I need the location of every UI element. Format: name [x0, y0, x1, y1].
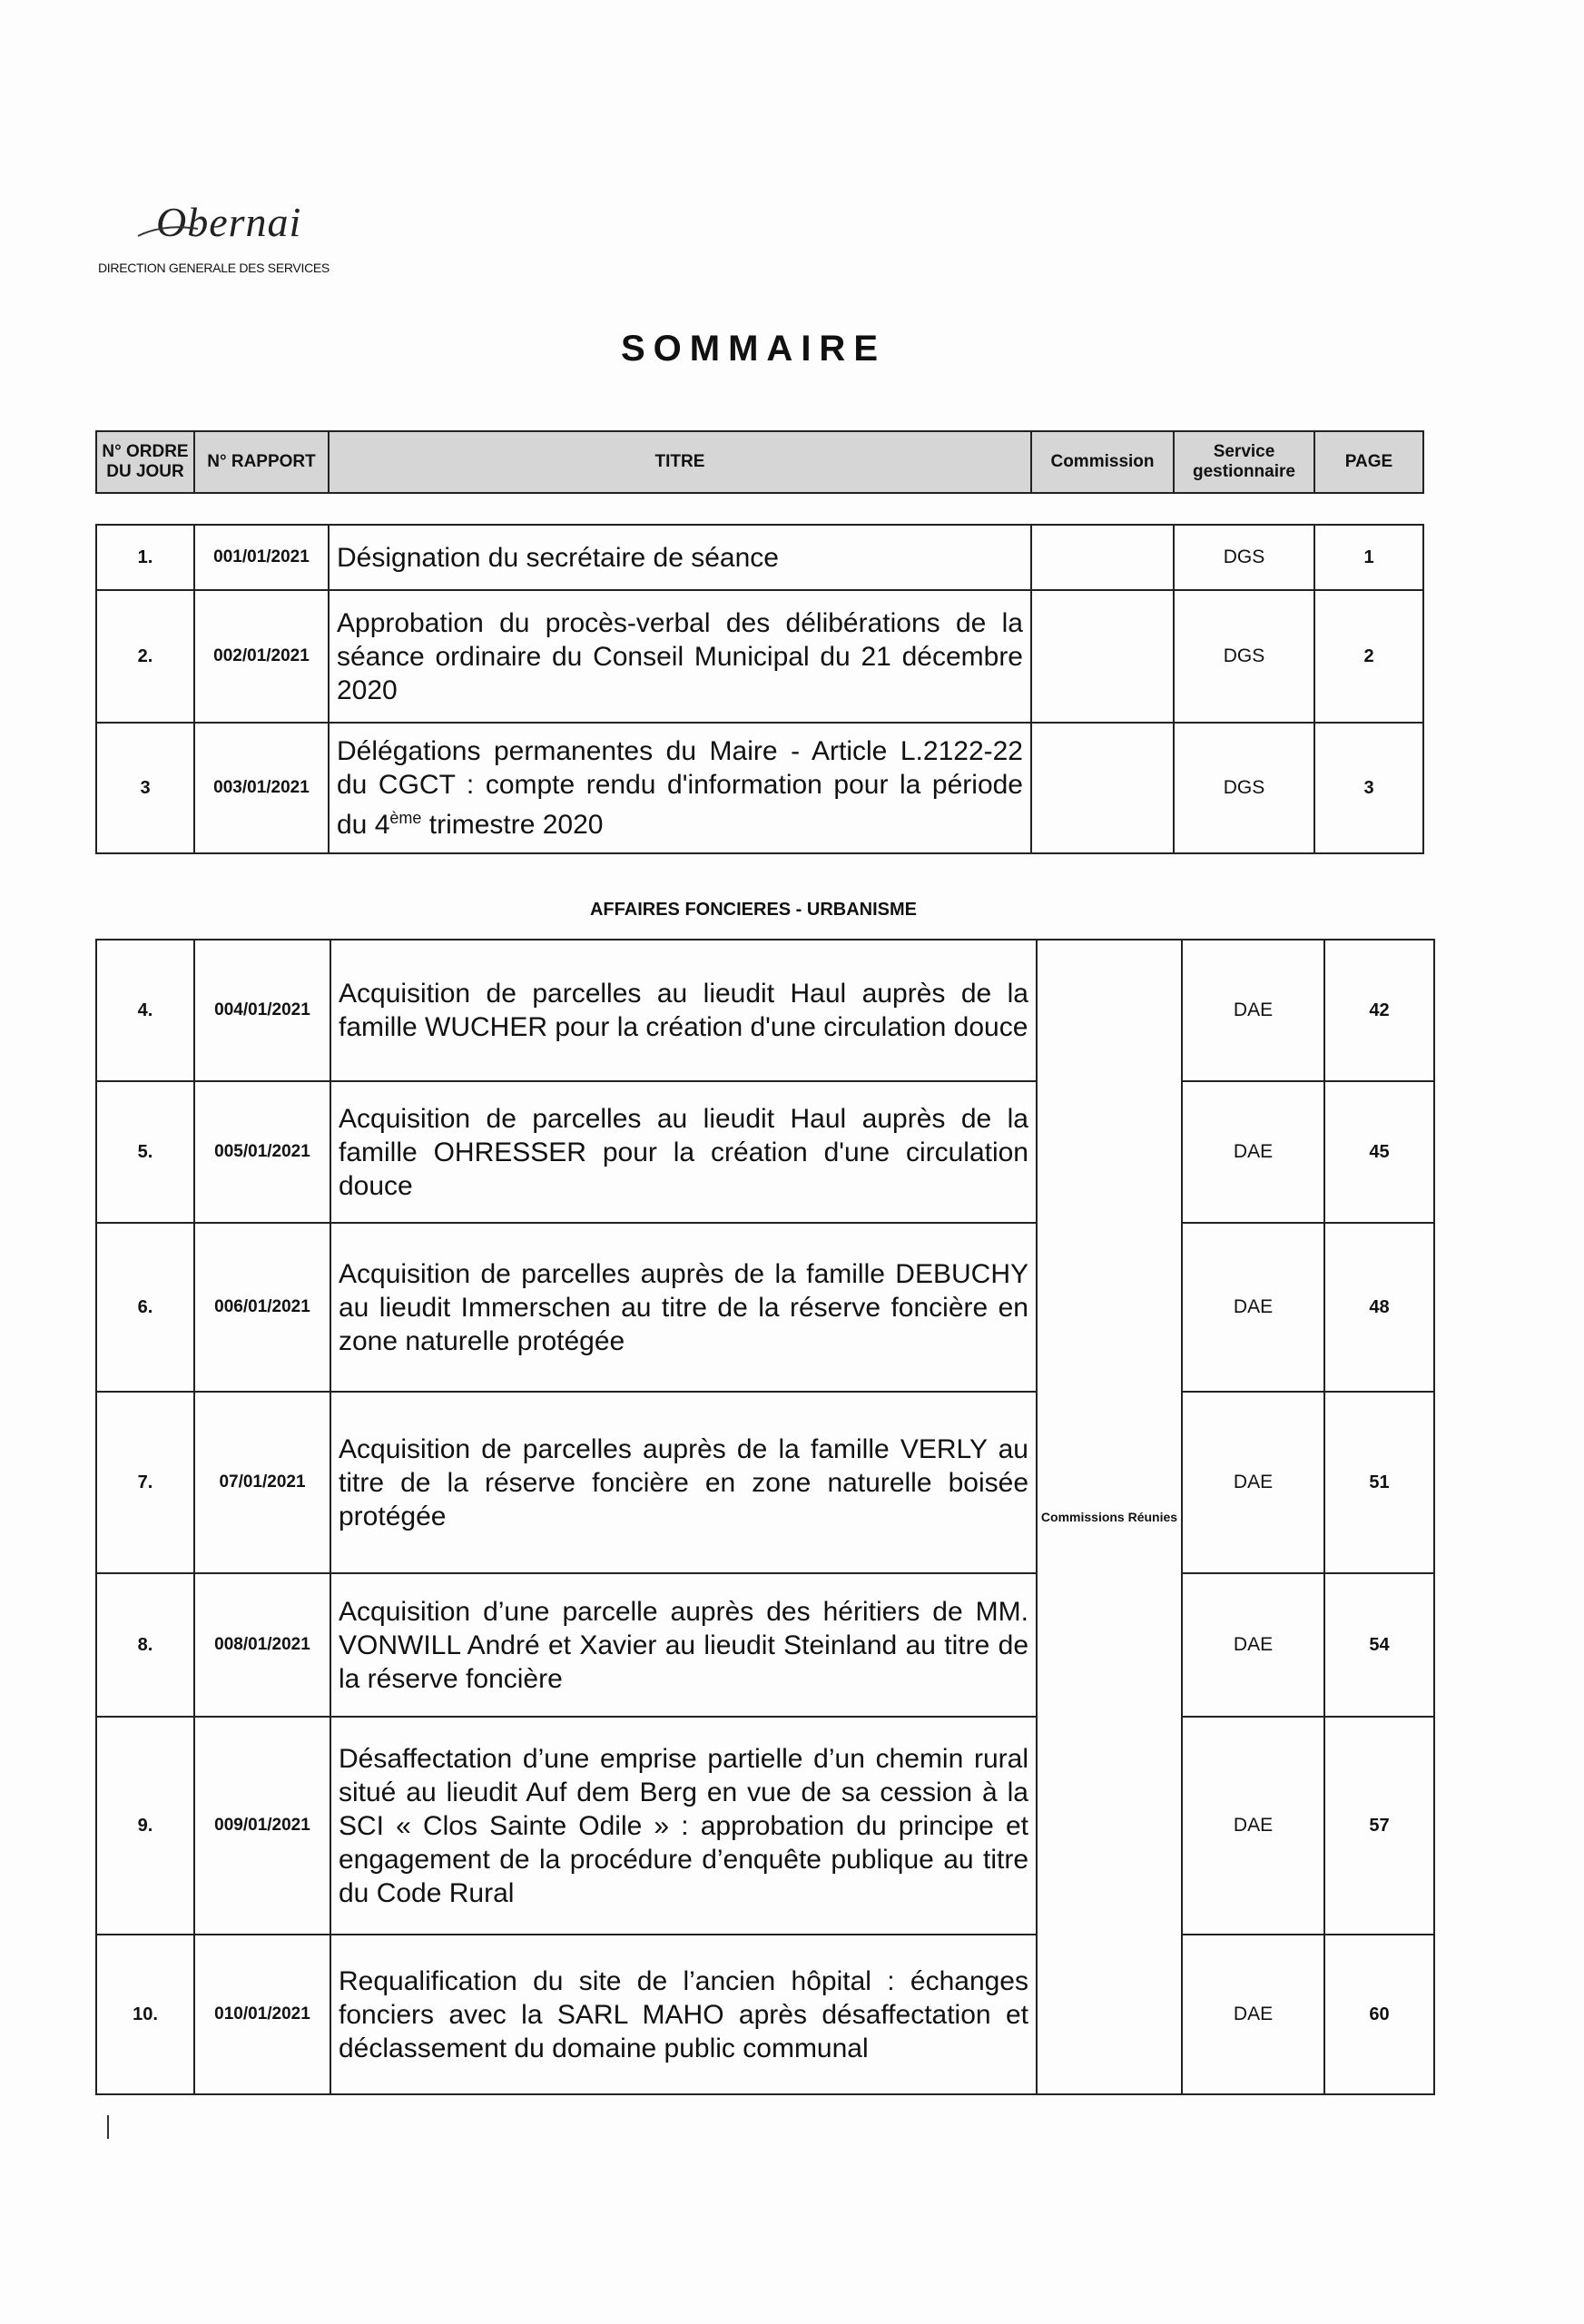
table-row — [96, 1573, 1434, 1717]
row-title — [329, 723, 1031, 853]
col-rapport: N° RAPPORT — [194, 431, 329, 493]
row-title-superscript: ème — [389, 809, 422, 827]
row-page: 42 — [1324, 940, 1434, 1081]
row-title: Requalification du site de l’ancien hôpital : échanges fonciers avec la SARL MAHO après désaffectation et déclassement du domaine public communal — [330, 1935, 1037, 2094]
col-commission: Commission — [1031, 431, 1174, 493]
logo-text: Obernai — [156, 199, 302, 245]
row-page: 57 — [1324, 1717, 1434, 1935]
table-continuation-line — [107, 2115, 109, 2139]
report-number: 008/01/2021 — [194, 1573, 330, 1717]
section-heading: AFFAIRES FONCIERES - URBANISME — [589, 900, 918, 920]
summary-header-table — [95, 430, 1424, 494]
report-number: 006/01/2021 — [194, 1223, 330, 1392]
row-title: Approbation du procès-verbal des délibérations de la séance ordinaire du Conseil Municipal du 21 décembre 2020 — [329, 590, 1031, 723]
row-number: 9. — [96, 1717, 194, 1935]
table-row — [96, 525, 1423, 590]
row-number: 6. — [96, 1223, 194, 1392]
summary-table-general — [95, 524, 1424, 854]
row-page: 51 — [1324, 1392, 1434, 1573]
row-service: DAE — [1182, 1392, 1324, 1573]
row-service: DAE — [1182, 1573, 1324, 1717]
commission-merged: Commissions Réunies — [1037, 940, 1182, 2094]
row-service: DAE — [1182, 1081, 1324, 1223]
row-number: 2. — [96, 590, 194, 723]
row-title: Acquisition de parcelles au lieudit Haul auprès de la famille OHRESSER pour la création d'une circulation douce — [330, 1081, 1037, 1223]
table-row — [96, 590, 1423, 723]
col-ordre: N° ORDRE DU JOUR — [96, 431, 194, 493]
report-number: 010/01/2021 — [194, 1935, 330, 2094]
row-page: 3 — [1314, 723, 1423, 853]
row-service: DGS — [1174, 590, 1314, 723]
report-number: 009/01/2021 — [194, 1717, 330, 1935]
row-page: 1 — [1314, 525, 1423, 590]
table-row — [96, 1935, 1434, 2094]
col-titre: TITRE — [329, 431, 1031, 493]
row-title: Acquisition de parcelles au lieudit Haul auprès de la famille WUCHER pour la création d'une circulation douce — [330, 940, 1037, 1081]
report-number: 005/01/2021 — [194, 1081, 330, 1223]
logo-swoosh-icon — [136, 222, 200, 240]
row-title-text-end: trimestre 2020 — [421, 810, 604, 840]
department-name: DIRECTION GENERALE DES SERVICES — [98, 261, 330, 275]
row-number: 7. — [96, 1392, 194, 1573]
row-page: 2 — [1314, 590, 1423, 723]
report-number: 002/01/2021 — [194, 590, 329, 723]
table-row — [96, 1223, 1434, 1392]
table-row — [96, 940, 1434, 1081]
row-title: Acquisition de parcelles auprès de la famille VERLY au titre de la réserve foncière en zone naturelle boisée protégée — [330, 1392, 1037, 1573]
page-title: SOMMAIRE — [621, 329, 886, 369]
table-row — [96, 1392, 1434, 1573]
table-row — [96, 1081, 1434, 1223]
obernai-logo — [156, 198, 301, 246]
report-number: 07/01/2021 — [194, 1392, 330, 1573]
report-number: 004/01/2021 — [194, 940, 330, 1081]
col-page: PAGE — [1314, 431, 1423, 493]
summary-table-urbanisme — [95, 939, 1435, 2095]
row-number: 5. — [96, 1081, 194, 1223]
row-service: DAE — [1182, 1717, 1324, 1935]
row-title-text: Délégations permanentes du Maire - Article L.2122-22 du CGCT : compte rendu d'information pour la période du 4 — [337, 736, 1023, 840]
row-page: 54 — [1324, 1573, 1434, 1717]
row-title: Acquisition d’une parcelle auprès des héritiers de MM. VONWILL André et Xavier au lieudit Steinland au titre de la réserve foncière — [330, 1573, 1037, 1717]
row-commission — [1031, 525, 1174, 590]
row-page: 60 — [1324, 1935, 1434, 2094]
row-service: DGS — [1174, 525, 1314, 590]
row-commission — [1031, 723, 1174, 853]
row-page: 45 — [1324, 1081, 1434, 1223]
col-service: Service gestionnaire — [1174, 431, 1314, 493]
row-page: 48 — [1324, 1223, 1434, 1392]
table-row — [96, 1717, 1434, 1935]
report-number: 003/01/2021 — [194, 723, 329, 853]
row-number: 10. — [96, 1935, 194, 2094]
row-service: DAE — [1182, 1935, 1324, 2094]
row-service: DAE — [1182, 1223, 1324, 1392]
row-number: 1. — [96, 525, 194, 590]
table-row — [96, 723, 1423, 853]
row-number: 3 — [96, 723, 194, 853]
row-number: 4. — [96, 940, 194, 1081]
row-service: DAE — [1182, 940, 1324, 1081]
row-title: Désignation du secrétaire de séance — [329, 525, 1031, 590]
report-number: 001/01/2021 — [194, 525, 329, 590]
row-title: Désaffectation d’une emprise partielle d’un chemin rural situé au lieudit Auf dem Berg en vue de sa cession à la SCI « Clos Sainte Odile » : approbation du principe et engagement de la procédure d’enquête publique au titre du Code Rural — [330, 1717, 1037, 1935]
row-service: DGS — [1174, 723, 1314, 853]
row-number: 8. — [96, 1573, 194, 1717]
row-title: Acquisition de parcelles auprès de la famille DEBUCHY au lieudit Immerschen au titre de la réserve foncière en zone naturelle protégée — [330, 1223, 1037, 1392]
row-commission — [1031, 590, 1174, 723]
